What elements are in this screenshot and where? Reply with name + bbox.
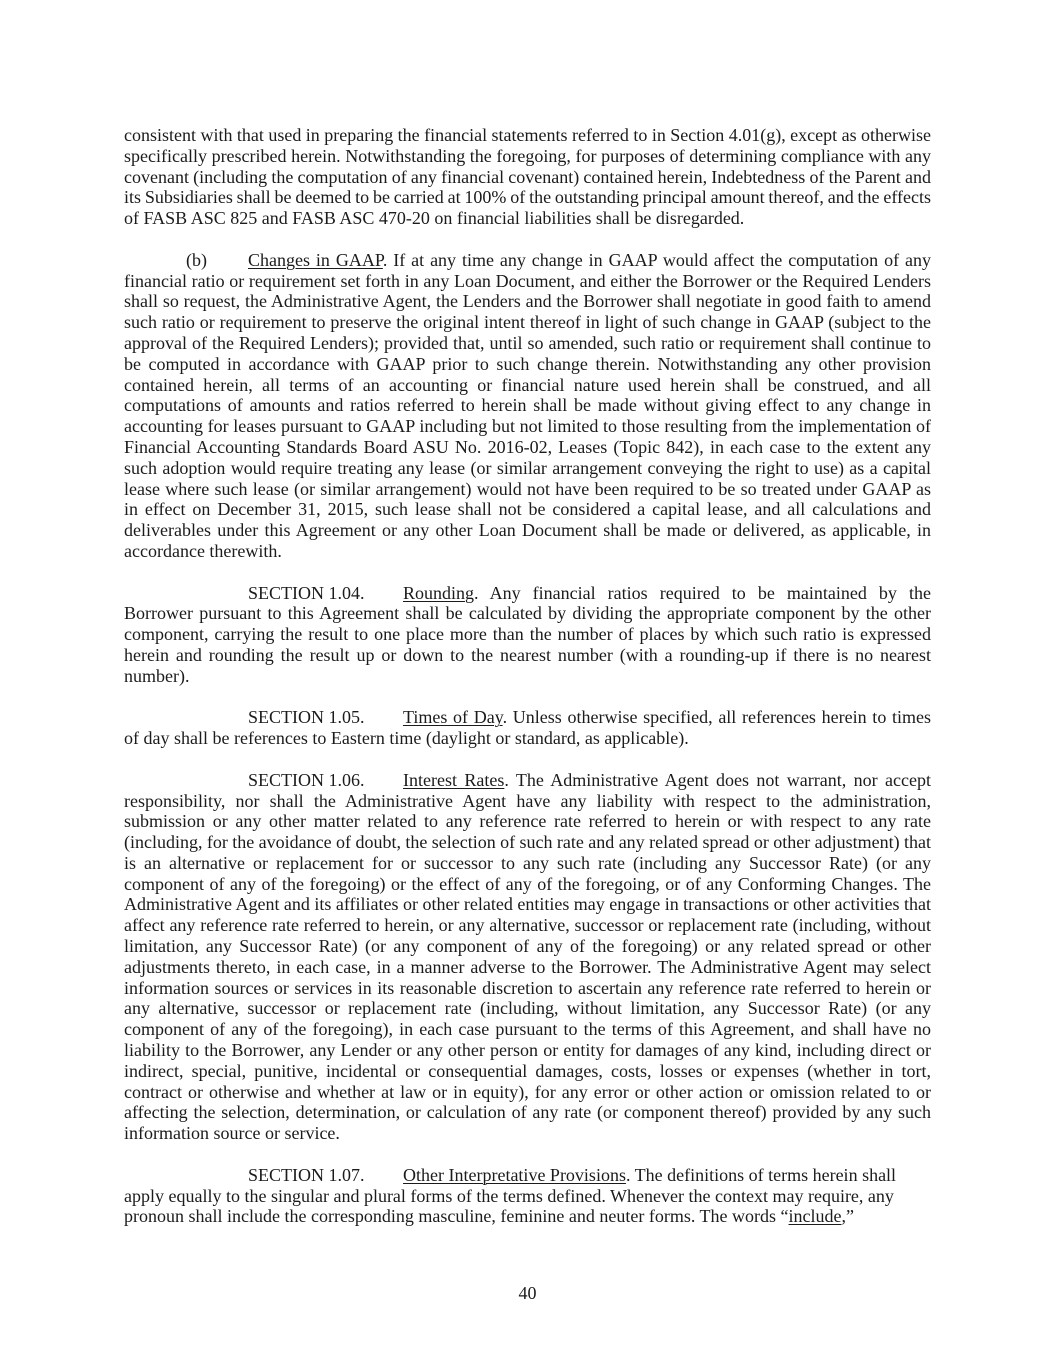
text-line: information source or service.: [124, 1123, 340, 1144]
text-line: limitation, any Successor Rate) (or any component of any of the foregoing) or any related spread or other: [124, 936, 931, 957]
text-line: such ratio or requirement to preserve the original intent thereof in light of such change in GAAP (subject to the: [124, 312, 931, 333]
section-heading: Other Interpretative Provisions: [403, 1164, 626, 1185]
text-line: (including, for the avoidance of doubt, the selection of such rate and any related spread or other adjustment) that: [124, 832, 931, 853]
paragraph-first-line: [124, 583, 931, 604]
text-line: approval of the Required Lenders); provided that, until so amended, such ratio or requirement shall continue to: [124, 332, 931, 353]
first-line-text: . Unless otherwise specified, all references herein to times: [502, 707, 932, 728]
text-line: accounting for leases pursuant to GAAP including but not limited to those resulting from the implementation of: [124, 416, 931, 437]
text-line: component of any of the foregoing), in each case pursuant to the terms of this Agreement, and shall have no: [124, 1019, 931, 1040]
text-line: any alternative, successor or replacement rate (including, without limitation, any Successor Rate) (or any: [124, 998, 931, 1019]
text-line: indirect, special, punitive, incidental or consequential damages, costs, losses or expenses (whether in tort,: [124, 1060, 931, 1081]
text-line: affecting the selection, determination, or calculation of any rate (or component thereof) provided by any such: [124, 1102, 931, 1123]
text-line: responsibility, nor shall the Administrative Agent have any liability with respect to the administration,: [124, 790, 931, 811]
text-line: shall so request, the Administrative Agent, the Lenders and the Borrower shall negotiate in good faith to amend: [124, 291, 931, 312]
text-line: component of any of the foregoing) or the effect of any of the foregoing, or of any Conforming Changes. The: [124, 873, 931, 894]
clause-label: (b): [186, 249, 207, 270]
paragraph-lines: [124, 728, 931, 749]
paragraph-section-1-07-interpretative-provisions: [124, 1165, 931, 1227]
section-number: SECTION 1.04.: [248, 582, 365, 603]
last-line-end: ,”: [841, 1206, 854, 1227]
text-line: computations of amounts and ratios referred to herein shall be made without giving effect to any change in: [124, 395, 931, 416]
text-line: of day shall be references to Eastern time (daylight or standard, as applicable).: [124, 728, 689, 749]
text-line: adjustments thereto, in each case, in a manner adverse to the Borrower. The Administrative Agent may select: [124, 956, 931, 977]
paragraph-first-line: [124, 1165, 931, 1186]
page-number: 40: [518, 1283, 537, 1303]
section-number: SECTION 1.05.: [248, 707, 365, 728]
text-line: financial ratio or requirement set forth in any Loan Document, and either the Borrower or the Required Lenders: [124, 270, 931, 291]
first-line-text: . Any financial ratios required to be maintained by the: [474, 582, 931, 603]
text-line: accordance therewith.: [124, 540, 282, 561]
text-line: be computed in accordance with GAAP prior to such change therein. Notwithstanding any other provision: [124, 353, 931, 374]
text-line: Administrative Agent and its affiliates or other related entities may engage in transactions or other activities that: [124, 894, 931, 915]
paragraph-section-1-04-rounding: [124, 583, 931, 687]
text-line: of FASB ASC 825 and FASB ASC 470-20 on financial liabilities shall be disregarded.: [124, 208, 745, 229]
text-line: herein and rounding the result up or down to the nearest number (with a rounding-up if there is no nearest: [124, 644, 931, 665]
paragraph-accounting-terms-continued: [124, 125, 931, 229]
text-line: such adoption would require treating any lease (or similar arrangement conveying the right to use) as a capital: [124, 457, 931, 478]
paragraph-lines: [124, 125, 931, 229]
section-heading: Changes in GAAP: [248, 249, 383, 270]
paragraph-lines: [124, 271, 931, 562]
section-number: SECTION 1.07.: [248, 1164, 365, 1185]
text-line: lease where such lease (or similar arrangement) would not have been required to be so treated under GAAP as: [124, 478, 931, 499]
first-line-text: . The Administrative Agent does not warrant, nor accept: [504, 769, 932, 790]
text-line: information sources or services in its reasonable discretion to ascertain any reference rate referred to herein or: [124, 977, 931, 998]
paragraph-changes-in-gaap: [124, 250, 931, 562]
first-line-text: . The definitions of terms herein shall: [625, 1164, 897, 1185]
paragraph-last-line: [124, 1206, 931, 1227]
section-number: SECTION 1.06.: [248, 769, 365, 790]
first-line-text: . If at any time any change in GAAP would affect the computation of any: [382, 249, 931, 270]
text-line: its Subsidiaries shall be deemed to be carried at 100% of the outstanding principal amount thereof, and the effects: [124, 187, 931, 208]
text-line: in effect on December 31, 2015, such lease shall not be considered a capital lease, and all calculations and: [124, 499, 931, 520]
paragraph-first-line: [124, 770, 931, 791]
text-line: apply equally to the singular and plural forms of the terms defined. Whenever the context may require, any: [124, 1185, 894, 1206]
text-line: deliverables under this Agreement or any other Loan Document shall be made or delivered, as applicable, in: [124, 520, 931, 541]
last-line-text: pronoun shall include the corresponding masculine, feminine and neuter forms. The words “: [124, 1206, 789, 1227]
text-line: number).: [124, 665, 190, 686]
section-heading: Times of Day: [403, 707, 503, 728]
paragraph-lines: [124, 791, 931, 1145]
paragraph-first-line: [124, 707, 931, 728]
text-line: contained herein, all terms of an accounting or financial nature used herein shall be construed, and all: [124, 374, 931, 395]
page-body: [124, 125, 931, 1248]
paragraph-section-1-05-times-of-day: [124, 707, 931, 749]
text-line: liability to the Borrower, any Lender or any other person or entity for damages of any kind, including direct or: [124, 1040, 931, 1061]
text-line: specifically prescribed herein. Notwithstanding the foregoing, for purposes of determining compliance with any: [124, 145, 931, 166]
text-line: Financial Accounting Standards Board ASU No. 2016-02, Leases (Topic 842), in each case to the extent any: [124, 436, 931, 457]
text-line: contract or otherwise and whether at law or in equity), for any error or other action or omission related to or: [124, 1081, 931, 1102]
paragraph-lines: [124, 1186, 931, 1207]
paragraph-section-1-06-interest-rates: [124, 770, 931, 1144]
text-line: component, carrying the result to one place more than the number of places by which such ratio is expressed: [124, 624, 931, 645]
text-line: affect any reference rate referred to herein, or any alternative, successor or replacement rate (including, without: [124, 915, 931, 936]
section-heading: Rounding: [403, 582, 475, 603]
text-line: submission or any other matter related to any reference rate referred to herein or with respect to any rate: [124, 811, 931, 832]
text-line: is an alternative or replacement for or successor to any such rate (including any Successor Rate) (or any: [124, 852, 931, 873]
section-heading: Interest Rates: [403, 769, 505, 790]
text-line: Borrower pursuant to this Agreement shall be calculated by dividing the appropriate component by the other: [124, 603, 931, 624]
text-line: consistent with that used in preparing the financial statements referred to in Section 4.01(g), except as otherwise: [124, 125, 931, 145]
paragraph-lines: [124, 603, 931, 686]
defined-term-include: include: [788, 1206, 842, 1227]
paragraph-first-line: [124, 250, 931, 271]
text-line: covenant (including the computation of any financial covenant) contained herein, Indebtedness of the Parent and: [124, 166, 931, 187]
